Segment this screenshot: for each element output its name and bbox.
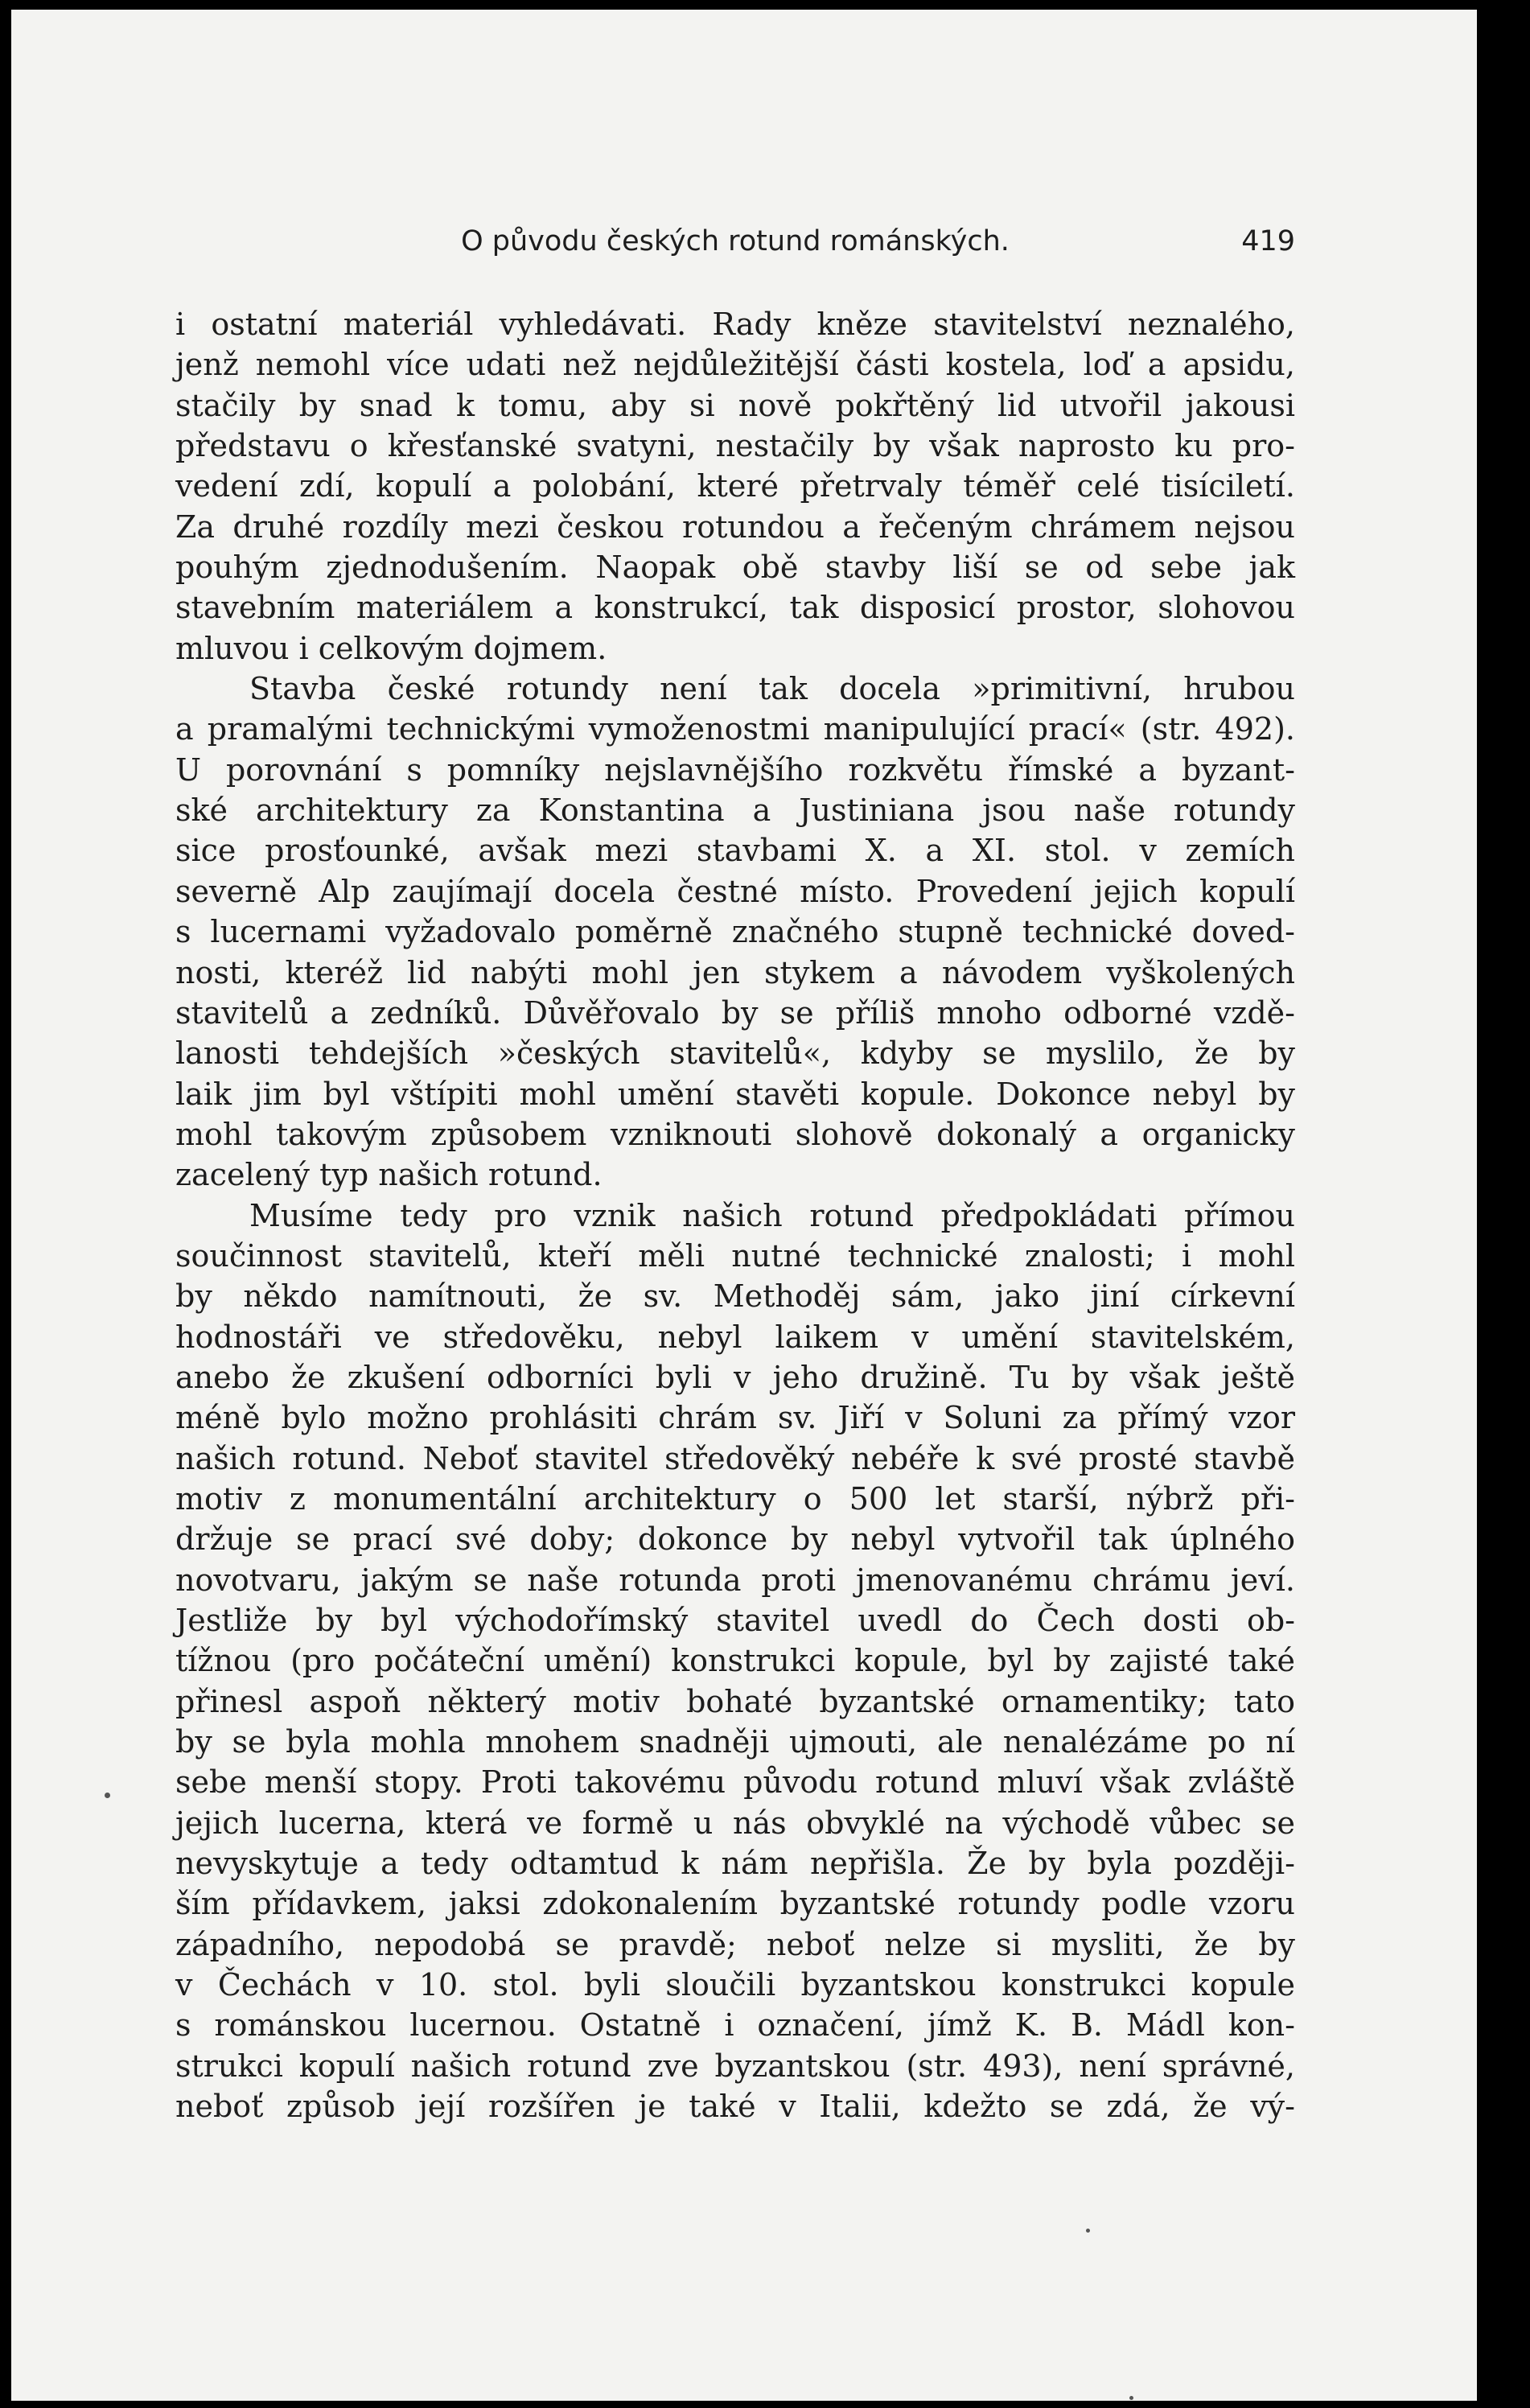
text-line-paragraph-end: zacelený typ našich rotund. [175, 1157, 603, 1193]
body-text [175, 304, 1295, 2126]
print-speck [1129, 2396, 1133, 2400]
text-line: západního, nepodobá se pravdě; neboť nelze si mysliti, že by [175, 1926, 1295, 1962]
text-line: součinnost stavitelů, kteří měli nutné technické znalosti; i mohl [175, 1237, 1295, 1274]
text-line: stavitelů a zedníků. Důvěřovalo by se příliš mnoho odborné vzdě- [175, 994, 1295, 1031]
text-line: našich rotund. Neboť stavitel středověký nebéře k své prosté stavbě [175, 1440, 1295, 1476]
text-line: sebe menší stopy. Proti takovému původu rotund mluví však zvláště [175, 1764, 1295, 1801]
text-line: severně Alp zaujímají docela čestné místo. Provedení jejich kopulí [175, 873, 1295, 909]
text-line: ším přídavkem, jaksi zdokonalením byzantské rotundy podle vzoru [175, 1886, 1295, 1922]
text-line: by někdo namítnouti, že sv. Methoděj sám, jako jiní církevní [175, 1278, 1295, 1315]
text-line-paragraph-start: Musíme tedy pro vznik našich rotund předpokládati přímou [249, 1197, 1295, 1233]
text-line: motiv z monumentální architektury o 500 let starší, nýbrž při- [175, 1480, 1295, 1517]
text-line: pouhým zjednodušením. Naopak obě stavby liší se od sebe jak [175, 550, 1295, 586]
text-line: ské architektury za Konstantina a Justiniana jsou naše rotundy [175, 792, 1295, 829]
text-line: nevyskytuje a tedy odtamtud k nám nepřišla. Že by byla později- [175, 1846, 1295, 1882]
text-line: s lucernami vyžadovalo poměrně značného stupně technické doved- [175, 914, 1295, 950]
running-title: O původu českých rotund románských. [461, 225, 1010, 257]
text-line: U porovnání s pomníky nejslavnějšího rozkvětu římské a byzant- [175, 751, 1295, 788]
text-line: v Čechách v 10. stol. byli sloučili byzantskou konstrukci kopule [175, 1967, 1295, 2003]
text-line: lanosti tehdejších »českých stavitelů«, kdyby se myslilo, že by [175, 1035, 1295, 1072]
print-speck [105, 1793, 110, 1798]
text-line: novotvaru, jakým se naše rotunda proti jmenovanému chrámu jeví. [175, 1562, 1295, 1598]
text-line: Jestliže by byl východořímský stavitel uvedl do Čech dosti ob- [175, 1603, 1295, 1638]
text-line: anebo že zkušení odborníci byli v jeho družině. Tu by však ještě [175, 1359, 1295, 1395]
text-line: přinesl aspoň některý motiv bohaté byzantské ornamentiky; tato [175, 1683, 1295, 1719]
text-line: s románskou lucernou. Ostatně i označení, jímž K. B. Mádl kon- [175, 2007, 1295, 2044]
text-line: laik jim byl vštípiti mohl umění stavěti kopule. Dokonce nebyl by [175, 1076, 1295, 1112]
text-line: tížnou (pro počáteční umění) konstrukci kopule, byl by zajisté také [175, 1643, 1295, 1679]
text-line: hodnostáři ve středověku, nebyl laikem v umění stavitelském, [175, 1319, 1295, 1355]
text-line: i ostatní materiál vyhledávati. Rady kněze stavitelství neznalého, [175, 307, 1295, 342]
text-line: Za druhé rozdíly mezi českou rotundou a řečeným chrámem nejsou [175, 508, 1295, 545]
page-number: 419 [1241, 225, 1295, 257]
text-line: strukci kopulí našich rotund zve byzantskou (str. 493), není správné, [175, 2048, 1295, 2084]
text-line: mohl takovým způsobem vzniknouti slohově dokonalý a organicky [175, 1116, 1295, 1152]
text-line-paragraph-start: Stavba české rotundy není tak docela »primitivní, hrubou [249, 671, 1295, 707]
text-line: neboť způsob její rozšířen je také v Italii, kdežto se zdá, že vý- [175, 2089, 1295, 2125]
text-line-paragraph-end: mluvou i celkovým dojmem. [175, 630, 607, 666]
text-line: nosti, kteréž lid nabýti mohl jen stykem a návodem vyškolených [175, 954, 1295, 990]
print-speck [1086, 2229, 1090, 2233]
text-line: sice prosťounké, avšak mezi stavbami X. a XI. stol. v zemích [175, 833, 1295, 869]
text-line: stavebním materiálem a konstrukcí, tak disposicí prostor, slohovou [175, 590, 1295, 626]
running-head [175, 219, 1295, 264]
text-line: vedení zdí, kopulí a polobání, které přetrvaly téměř celé tisíciletí. [175, 468, 1295, 504]
text-line: jejich lucerna, která ve formě u nás obvyklé na východě vůbec se [175, 1805, 1295, 1841]
text-line: držuje se prací své doby; dokonce by nebyl vytvořil tak úplného [175, 1521, 1295, 1558]
text-line: představu o křesťanské svatyni, nestačily by však naprosto ku pro- [175, 428, 1295, 464]
text-line: stačily by snad k tomu, aby si nově pokřtěný lid utvořil jakousi [175, 387, 1295, 423]
text-line: méně bylo možno prohlásiti chrám sv. Jiří v Soluni za přímý vzor [175, 1400, 1295, 1436]
scan-edge [1477, 0, 1530, 2408]
text-line: a pramalými technickými vymoženostmi manipulující prací« (str. 492). [175, 711, 1295, 747]
text-line: by se byla mohla mnohem snadněji ujmouti, ale nenalézáme po ní [175, 1724, 1295, 1760]
text-line: jenž nemohl více udati než nejdůležitější části kostela, loď a apsidu, [175, 347, 1295, 383]
